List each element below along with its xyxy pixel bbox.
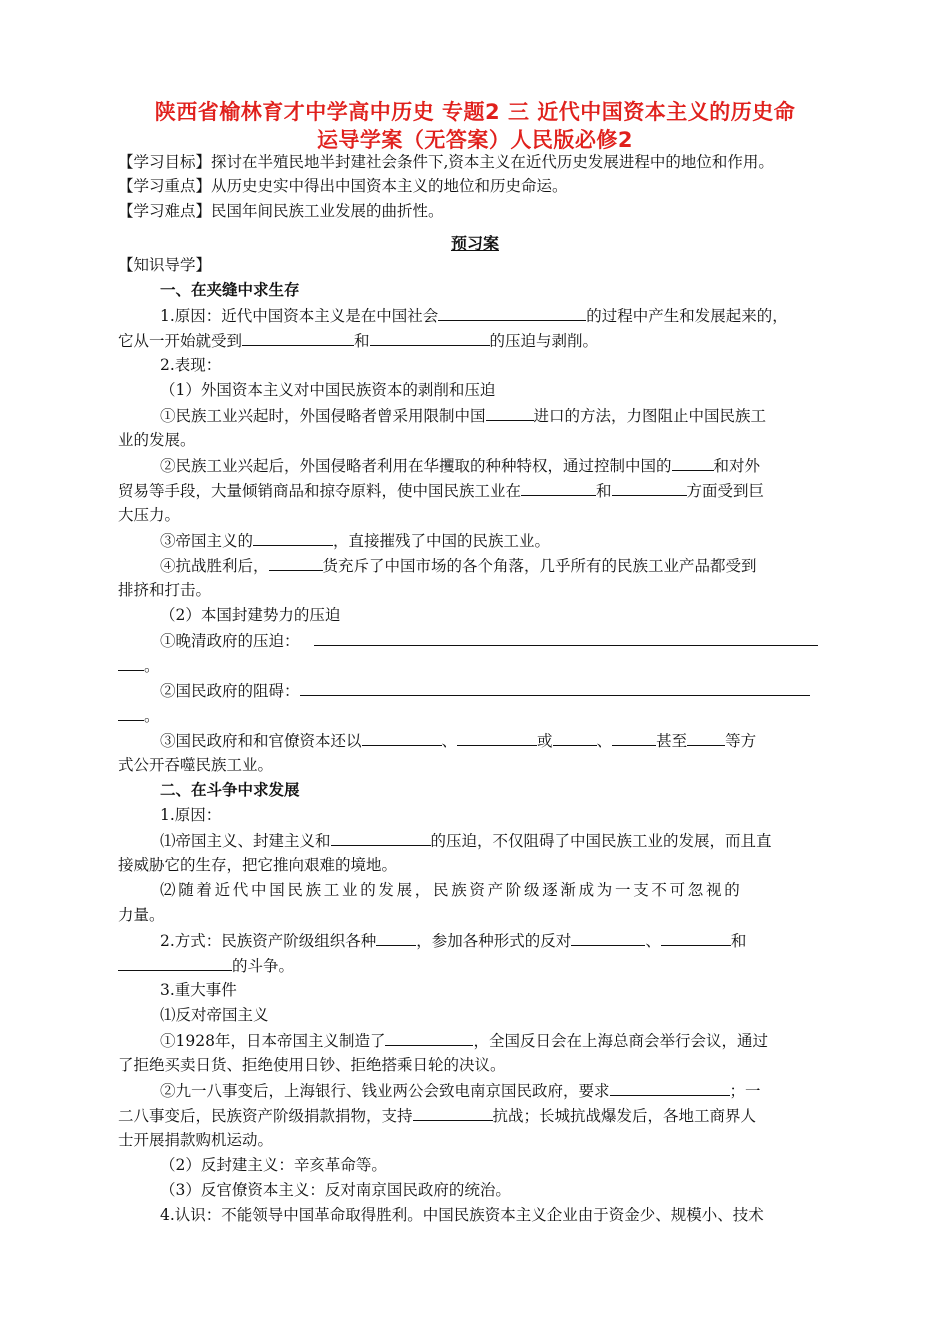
- s2-events-sub2: （2）反封建主义：辛亥革命等。: [160, 1156, 387, 1174]
- blank: [362, 730, 442, 746]
- s1-q3-line2: 式公开吞噬民族工业。: [118, 756, 274, 774]
- s2-know: 4.认识：不能领导中国革命取得胜利。中国民族资本主义企业由于资金少、规模小、技术: [160, 1206, 764, 1224]
- s2-e2-line3: 士开展捐款购机运动。: [118, 1131, 274, 1149]
- learning-goal: 【学习目标】探讨在半殖民地半封建社会条件下,资本主义在近代历史发展进程中的地位和作用。: [118, 153, 774, 171]
- s1-reason-line2: 它从一开始就受到 和 的压迫与剥削。: [118, 332, 599, 350]
- s1-p3: ③帝国主义的 ，直接摧残了中国的民族工业。: [160, 532, 551, 550]
- s1-p4-line1: ④抗战胜利后， 货充斥了中国市场的各个角落，几乎所有的民族工业产品都受到: [160, 557, 757, 575]
- blank: [612, 480, 687, 496]
- s1-p2-line1: ②民族工业兴起后，外国侵略者利用在华攫取的种种特权，通过控制中国的 和对外: [160, 457, 761, 475]
- blank: [661, 930, 731, 946]
- blank: [331, 830, 431, 846]
- blank: [672, 455, 714, 471]
- blank: [242, 330, 354, 346]
- s1-p1-line2: 业的发展。: [118, 431, 196, 449]
- blank: [300, 680, 810, 696]
- s1-q3-line1: ③国民政府和和官僚资本还以 、 或 、 甚至 等方: [160, 732, 757, 750]
- s2-r2-line2: 力量。: [118, 906, 165, 924]
- s2-events-sub3: （3）反官僚资本主义：反对南京国民政府的统治。: [160, 1181, 511, 1199]
- s2-e1-line1: ①1928年，日本帝国主义制造了 ，全国反日会在上海总商会举行会议，通过: [160, 1032, 768, 1050]
- s1-show: 2.表现：: [160, 356, 222, 374]
- preview-heading: 预习案: [450, 234, 499, 253]
- s1-reason-line1: 1.原因：近代中国资本主义是在中国社会 的过程中产生和发展起来的，: [160, 307, 788, 325]
- learning-key-point: 【学习重点】从历史史实中得出中国资本主义的地位和历史命运。: [118, 177, 568, 195]
- blank: [457, 730, 537, 746]
- blank: [438, 305, 586, 321]
- document-title-line1: 陕西省榆林育才中学高中历史 专题2 三 近代中国资本主义的历史命: [154, 100, 796, 124]
- s1-p4-line2: 排挤和打击。: [118, 581, 212, 599]
- knowledge-label: 【知识导学】: [118, 256, 212, 274]
- s2-r1-line1: ⑴帝国主义、封建主义和 的压迫，不仅阻碍了中国民族工业的发展，而且直: [160, 832, 772, 850]
- blank: [553, 730, 597, 746]
- learning-difficulty: 【学习难点】民国年间民族工业发展的曲折性。: [118, 202, 444, 220]
- s2-r2-line1: ⑵随着近代中国民族工业的发展，民族资产阶级逐渐成为一支不可忽视的: [160, 881, 743, 899]
- blank: [486, 405, 534, 421]
- s2-r1-line2: 接威胁它的生存，把它推向艰难的境地。: [118, 856, 398, 874]
- blank: [413, 1105, 493, 1121]
- s1-q2-end: 。: [118, 705, 160, 726]
- s2-reason: 1.原因：: [160, 806, 222, 824]
- blank: [612, 730, 656, 746]
- s2-e1-line2: 了拒绝买卖日货、拒绝使用日钞、拒绝搭乘日轮的决议。: [118, 1056, 506, 1074]
- document-title-line2: 运导学案（无答案）人民版必修2: [316, 128, 634, 152]
- s2-e2-line1: ②九一八事变后，上海银行、钱业两公会致电南京国民政府，要求 ；一: [160, 1082, 761, 1100]
- section1-heading: 一、在夹缝中求生存: [160, 281, 300, 299]
- blank: [571, 930, 645, 946]
- s2-events: 3.重大事件: [160, 981, 237, 999]
- s2-e2-line2: 二八事变后，民族资产阶级捐款捐物，支持 抗战；长城抗战爆发后，各地工商界人: [118, 1107, 757, 1125]
- s1-q1-end: 。: [118, 655, 160, 676]
- s2-way-line2: 的斗争。: [118, 955, 294, 976]
- s1-q2: ②国民政府的阻碍：: [160, 680, 810, 701]
- s1-p1-line1: ①民族工业兴起时，外国侵略者曾采用限制中国 进口的方法，力图阻止中国民族工: [160, 407, 767, 425]
- s1-p2-line2: 贸易等手段，大量倾销商品和掠夺原料，使中国民族工业在 和 方面受到巨: [118, 482, 765, 500]
- blank: [269, 555, 323, 571]
- s2-way-line1: 2.方式：民族资产阶级组织各种 ，参加各种形式的反对 、 和: [160, 932, 747, 950]
- blank: [370, 330, 490, 346]
- blank: [118, 655, 144, 671]
- section2-heading: 二、在斗争中求发展: [160, 781, 300, 799]
- blank: [118, 955, 232, 971]
- s1-sub2: （2）本国封建势力的压迫: [160, 606, 341, 624]
- blank: [118, 705, 144, 721]
- s1-sub1: （1）外国资本主义对中国民族资本的剥削和压迫: [160, 381, 496, 399]
- blank: [687, 730, 725, 746]
- blank: [314, 630, 818, 646]
- s1-q1: ①晚清政府的压迫：: [160, 630, 818, 651]
- blank: [521, 480, 596, 496]
- s1-p2-line3: 大压力。: [118, 506, 181, 524]
- s2-events-sub1: ⑴反对帝国主义: [160, 1006, 269, 1024]
- blank: [385, 1030, 473, 1046]
- blank: [610, 1080, 730, 1096]
- blank: [253, 530, 333, 546]
- blank: [376, 930, 416, 946]
